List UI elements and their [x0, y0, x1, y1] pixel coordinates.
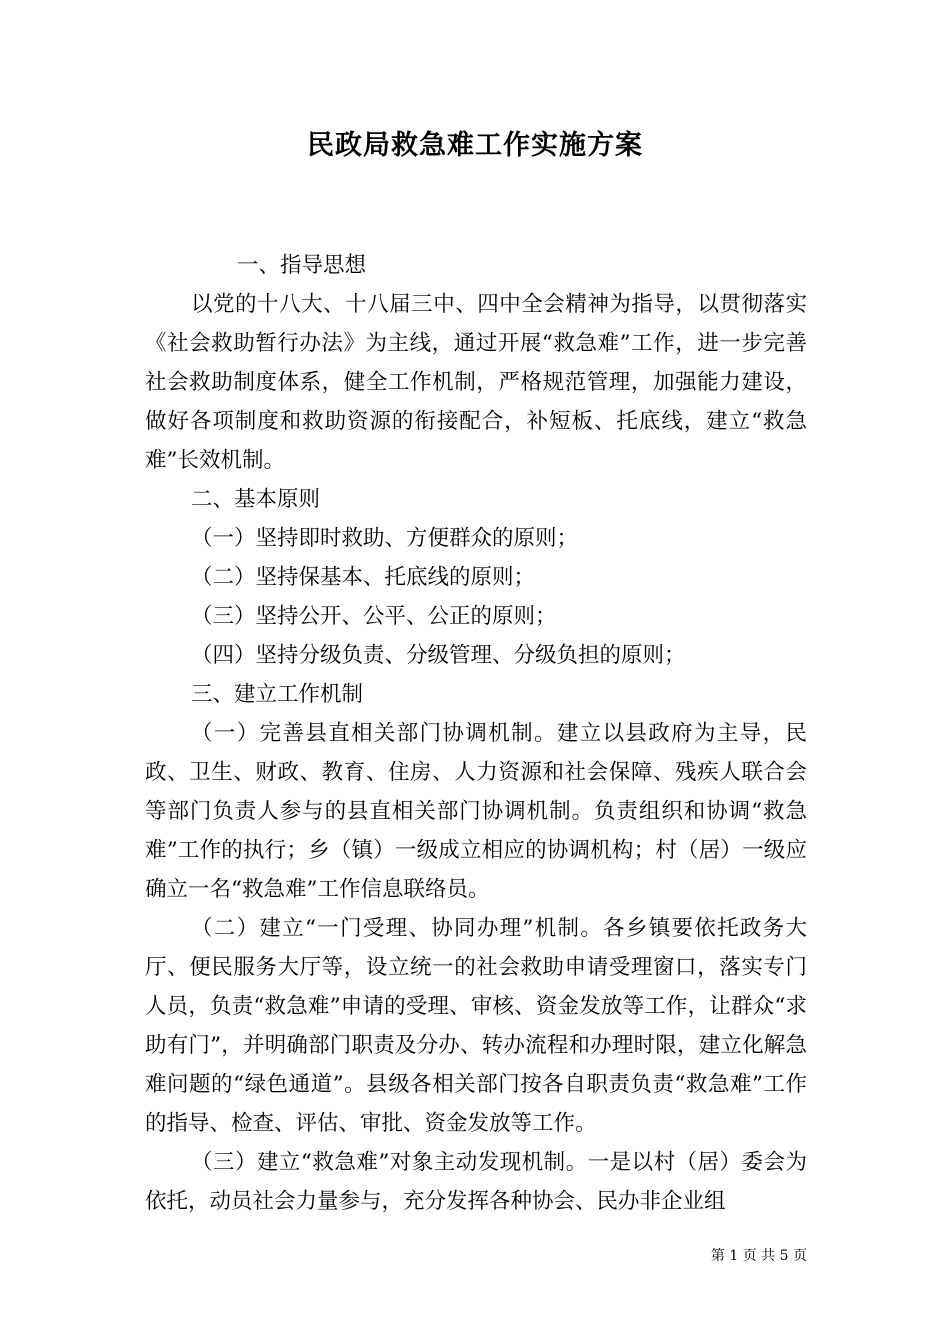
principle-item-1: （一）坚持即时救助、方便群众的原则；: [191, 526, 579, 551]
paragraph-mechanism-2: （二）建立“一门受理、协同办理”机制。各乡镇要依托政务大厅、便民服务大厅等，设立统一的社会救助申请受理窗口，落实专门人员，负责“救急难”申请的受理、审核、资金发放等工作，让群众“求助有门”，并明确部门职责及分办、转办流程和办理时限，建立化解急难问题的“绿色通道”。县级各相关部门按各自职责负责“救急难”工作的指导、检查、评估、审批、资金发放等工作。: [145, 916, 808, 1136]
principle-item-3: （三）坚持公开、公平、公正的原则；: [191, 604, 557, 629]
paragraph-mechanism-1: （一）完善县直相关部门协调机制。建立以县政府为主导，民政、卫生、财政、教育、住房、人力资源和社会保障、残疾人联合会等部门负责人参与的县直相关部门协调机制。负责组织和协调“救急难”工作的执行；乡（镇）一级成立相应的协调机构；村（居）一级应确立一名“救急难”工作信息联络员。: [145, 721, 807, 902]
paragraph-mechanism-3: （三）建立“救急难”对象主动发现机制。一是以村（居）委会为依托，动员社会力量参与，充分发挥各种协会、民办非企业组: [145, 1150, 807, 1214]
principle-item-4: （四）坚持分级负责、分级管理、分级负担的原则；: [191, 643, 686, 668]
document-body: [145, 246, 807, 1221]
section-heading-work-mechanism: 三、建立工作机制: [191, 682, 364, 707]
section-heading-basic-principles: 二、基本原则: [191, 487, 321, 512]
section-heading-guiding-thought: 一、指导思想: [237, 253, 367, 278]
page-number-footer: 第 1 页 共 5 页: [710, 1248, 807, 1264]
principle-item-2: （二）坚持保基本、托底线的原则；: [191, 565, 536, 590]
document-title: 民政局救急难工作实施方案: [307, 130, 643, 161]
paragraph-guiding-thought: 以党的十八大、十八届三中、四中全会精神为指导，以贯彻落实《社会救助暂行办法》为主线，通过开展“救急难”工作，进一步完善社会救助制度体系，健全工作机制，严格规范管理，加强能力建设，做好各项制度和救助资源的衔接配合，补短板、托底线，建立“救急难”长效机制。: [145, 292, 807, 473]
